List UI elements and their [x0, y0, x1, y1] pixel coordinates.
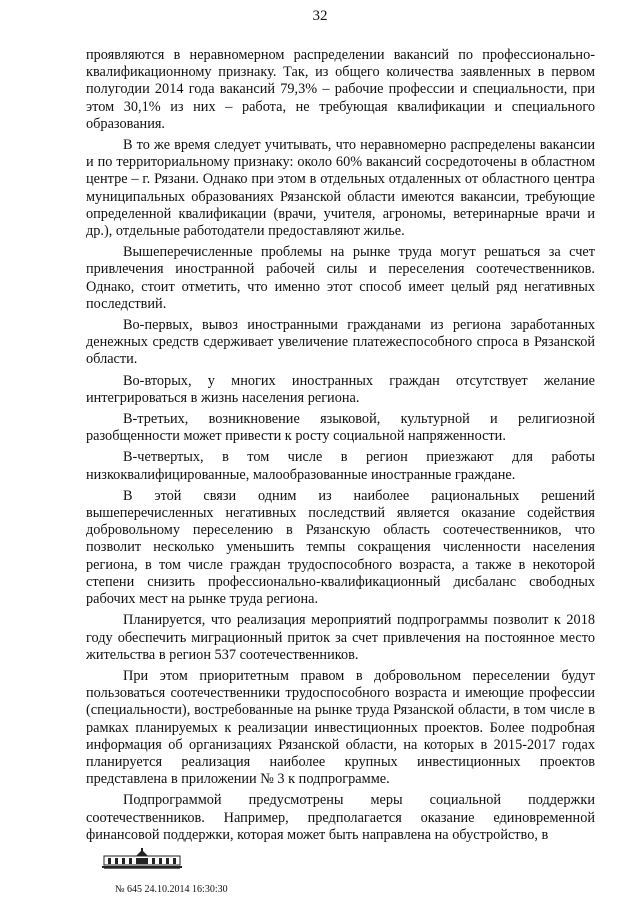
document-stamp — [96, 848, 396, 898]
paragraph: Во-вторых, у многих иностранных граждан отсутствует желание интегрироваться в жизнь населения региона. — [86, 372, 595, 406]
paragraph: Подпрограммой предусмотрены меры социальной поддержки соотечественников. Например, предполагается оказание единовременной финансовой поддержки, которая может быть направлена на обустройство, в — [86, 792, 595, 843]
page-number: 32 — [312, 8, 328, 24]
paragraph: проявляются в неравномерном распределении вакансий по профессионально-квалификационному признаку. Так, из общего количества заявленных в первом полугодии 2014 года вакансий 79,3% – рабочие профессии и специальности, при этом 30,1% из них – работа, не требующая квалификации и специального образования. — [86, 47, 595, 132]
paragraph: В то же время следует учитывать, что неравномерно распределены вакансии и по территориальному признаку: около 60% вакансий сосредоточены в областном центре – г. Рязани. Однако при этом в отдельных отдаленных от областного центра муниципальных образованиях Рязанской области имеются вакансии, требующие определенной квалификации (врачи, учителя, агрономы, ветеринарные врачи и др.), отдельные работодатели предоставляют жилье. — [86, 137, 595, 240]
paragraph: Планируется, что реализация мероприятий подпрограммы позволит к 2018 году обеспечить миграционный приток за счет привлечения на постоянное место жительства в регион 537 соотечественников. — [86, 612, 595, 663]
paragraph: Во-первых, вывоз иностранными гражданами из региона заработанных денежных средств сдерживает увеличение платежеспособного спроса в Рязанской области. — [86, 317, 595, 368]
document-body — [86, 47, 595, 844]
paragraph: В-четвертых, в том числе в регион приезжают для работы низкоквалифицированные, малообразованные иностранные граждане. — [86, 449, 595, 483]
building-logo-icon — [100, 848, 184, 870]
paragraph: При этом приоритетным правом в добровольном переселении будут пользоваться соотечественники трудоспособного возраста и имеющие профессии (специальности), востребованные на рынке труда Рязанской области, в том числе в рамках планируемых к реализации инвестиционных проектов. Более подробная информация об организациях Рязанской области, на которых в 2015-2017 годах планируется реализация наиболее крупных инвестиционных проектов представлена в приложении № 3 к подпрограмме. — [86, 667, 595, 788]
paragraph: В этой связи одним из наиболее рациональных решений вышеперечисленных негативных последствий является оказание содействия добровольному переселению в Рязанскую область соотечественников, что позволит несколько уменьшить темпы сокращения численности населения региона, в том числе граждан трудоспособного возраста, а также в некоторой степени снизить профессионально-квалификационный дисбаланс свободных рабочих мест на рынке труда региона. — [86, 487, 595, 608]
paragraph: Вышеперечисленные проблемы на рынке труда могут решаться за счет привлечения иностранной рабочей силы и переселения соотечественников. Однако, стоит отметить, что именно этот способ имеет целый ряд негативных последствий. — [86, 244, 595, 312]
paragraph: В-третьих, возникновение языковой, культурной и религиозной разобщенности может привести к росту социальной напряженности. — [86, 411, 595, 445]
registration-stamp: № 645 24.10.2014 16:30:30 — [115, 884, 228, 895]
